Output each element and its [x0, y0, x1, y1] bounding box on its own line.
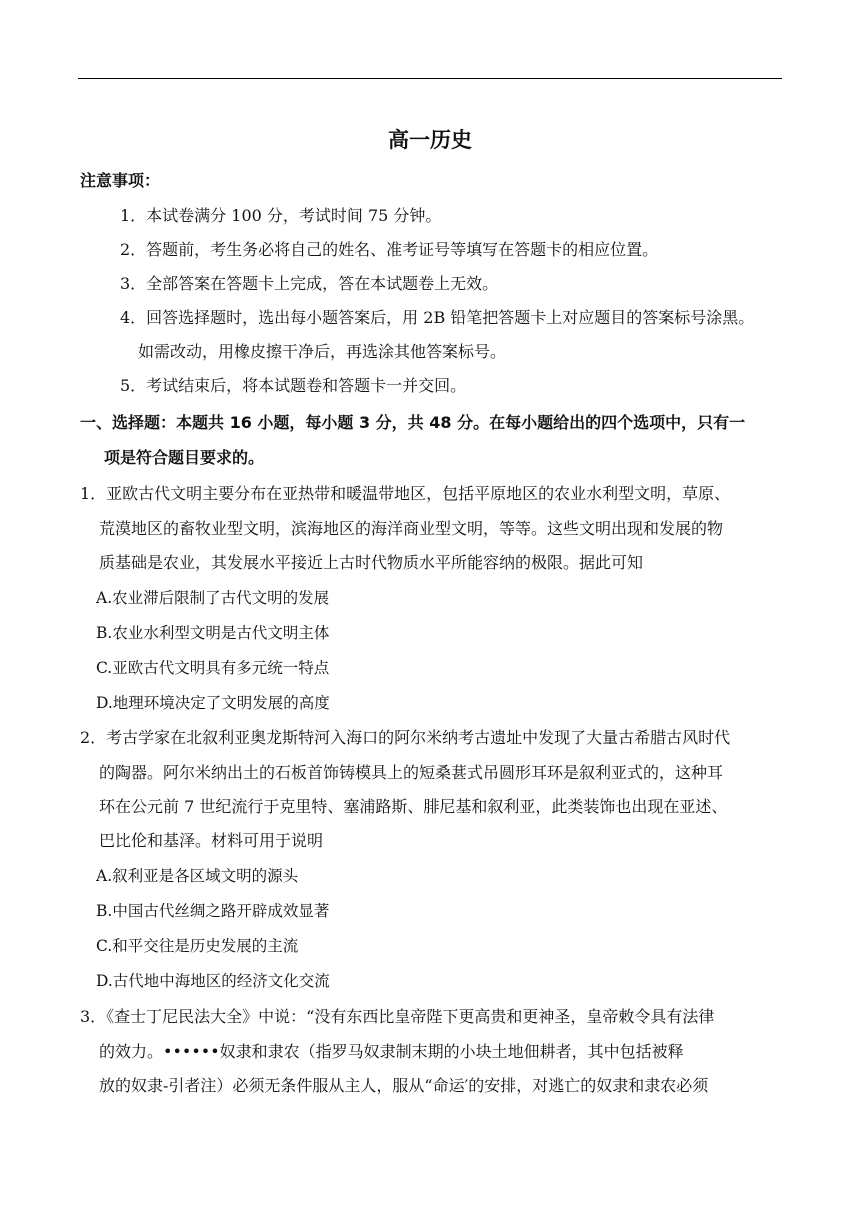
header-rule: [78, 78, 782, 79]
question-2-option-d: D.古代地中海地区的经济文化交流: [96, 972, 330, 990]
section-heading-cont: 项是符合题目要求的。: [104, 448, 265, 467]
question-1-option-c: C.亚欧古代文明具有多元统一特点: [96, 659, 330, 677]
question-2-option-b: B.中国古代丝绸之路开辟成效显著: [96, 902, 330, 920]
question-2-stem: 环在公元前 7 世纪流行于克里特、塞浦路斯、腓尼基和叙利亚，此类装饰也出现在亚述、: [99, 797, 728, 816]
question-2-stem: 2．考古学家在北叙利亚奥龙斯特河入海口的阿尔米纳考古遗址中发现了大量古希腊古风时代: [80, 728, 731, 747]
notice-heading: 注意事项：: [80, 171, 161, 190]
notice-item-5: 5．考试结束后，将本试题卷和答题卡一并交回。: [120, 376, 467, 395]
section-heading: 一、选择题：本题共 16 小题，每小题 3 分，共 48 分。在每小题给出的四个选项中，只有一: [80, 413, 746, 432]
question-3-stem: 3．《查士丁尼民法大全》中说：“没有东西比皇帝陛下更高贵和更神圣，皇帝敕令具有法律: [80, 1007, 715, 1026]
question-1-stem: 荒漠地区的畜牧业型文明，滨海地区的海洋商业型文明，等等。这些文明出现和发展的物: [99, 519, 724, 538]
notice-item-1: 1．本试卷满分 100 分，考试时间 75 分钟。: [120, 206, 442, 225]
question-1-stem: 质基础是农业，其发展水平接近上古时代物质水平所能容纳的极限。据此可知: [99, 553, 644, 572]
question-2-option-a: A.叙利亚是各区域文明的源头: [96, 867, 299, 885]
question-1-option-a: A.农业滞后限制了古代文明的发展: [96, 589, 330, 607]
question-3-stem: 放的奴隶-引者注）必须无条件服从主人，服从“命运′的安排，对逃亡的奴隶和隶农必须: [99, 1076, 709, 1095]
question-1-option-d: D.地理环境决定了文明发展的高度: [96, 694, 330, 712]
question-3-stem: 的效力。••••••奴隶和隶农（指罗马奴隶制末期的小块土地佃耕者，其中包括被释: [99, 1042, 684, 1061]
page-title: 高一历史: [388, 128, 472, 152]
notice-item-3: 3．全部答案在答题卡上完成，答在本试题卷上无效。: [120, 274, 499, 293]
question-2-stem: 的陶器。阿尔米纳出土的石板首饰铸模具上的短桑葚式吊圆形耳环是叙利亚式的，这种耳: [99, 763, 724, 782]
notice-item-4: 4．回答选择题时，选出每小题答案后，用 2B 铅笔把答题卡上对应题目的答案标号涂黑。: [120, 308, 755, 327]
question-2-stem: 巴比伦和基泽。材料可用于说明: [99, 831, 324, 850]
notice-item-2: 2．答题前，考生务必将自己的姓名、准考证号等填写在答题卡的相应位置。: [120, 240, 659, 259]
notice-item-4-cont: 如需改动，用橡皮擦干净后，再选涂其他答案标号。: [138, 342, 507, 361]
question-1-option-b: B.农业水利型文明是古代文明主体: [96, 624, 330, 642]
question-2-option-c: C.和平交往是历史发展的主流: [96, 937, 299, 955]
question-1-stem: 1．亚欧古代文明主要分布在亚热带和暖温带地区，包括平原地区的农业水利型文明，草原、: [80, 484, 731, 503]
